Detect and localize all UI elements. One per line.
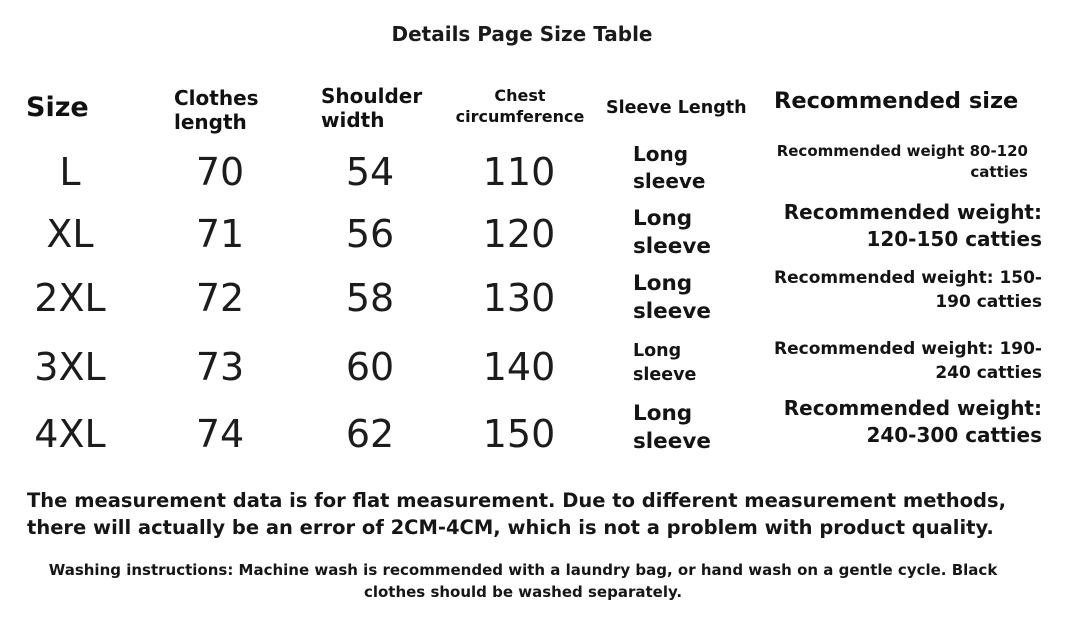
cell-chest: 120 bbox=[482, 212, 556, 256]
cell-size: XL bbox=[46, 212, 94, 256]
cell-clothes-length: 70 bbox=[195, 150, 245, 194]
sleeve-line2: sleeve bbox=[633, 299, 711, 324]
cell-chest: 130 bbox=[482, 276, 556, 320]
header-clothes-length-line2: length bbox=[174, 110, 247, 134]
header-shoulder-width-line2: width bbox=[321, 108, 385, 132]
washing-instructions bbox=[18, 559, 1028, 603]
cell-recommended-size bbox=[774, 266, 1042, 314]
cell-chest: 110 bbox=[482, 150, 556, 194]
cell-sleeve-length bbox=[633, 270, 711, 326]
measurement-note-line2: there will actually be an error of 2CM-4CM, which is not a problem with product quality. bbox=[27, 516, 994, 539]
cell-clothes-length: 71 bbox=[195, 212, 245, 256]
sleeve-line1: Long bbox=[633, 341, 682, 361]
cell-size: 4XL bbox=[34, 412, 106, 456]
sleeve-line1: Long bbox=[633, 142, 689, 166]
sleeve-line2: sleeve bbox=[633, 169, 706, 193]
sleeve-line1: Long bbox=[633, 271, 693, 296]
recommended-line2: 190 catties bbox=[935, 292, 1042, 312]
header-clothes-length-line1: Clothes bbox=[174, 86, 259, 110]
washing-instructions-line1: Washing instructions: Machine wash is recommended with a laundry bag, or hand wash on a gentle cycle. Black bbox=[48, 561, 998, 579]
recommended-line2: 240 catties bbox=[935, 363, 1042, 383]
sleeve-line1: Long bbox=[633, 206, 693, 231]
cell-clothes-length: 72 bbox=[195, 276, 245, 320]
header-recommended-size: Recommended size bbox=[774, 88, 1019, 114]
recommended-line1: Recommended weight 80-120 bbox=[776, 142, 1028, 160]
recommended-line1: Recommended weight: 190- bbox=[774, 339, 1042, 359]
cell-shoulder-width: 62 bbox=[345, 412, 395, 456]
measurement-note bbox=[27, 487, 1037, 541]
cell-size: 2XL bbox=[34, 276, 106, 320]
recommended-line2: 120-150 catties bbox=[866, 227, 1042, 251]
cell-sleeve-length bbox=[633, 400, 711, 456]
recommended-line2: 240-300 catties bbox=[866, 423, 1042, 447]
cell-sleeve-length bbox=[633, 141, 706, 195]
cell-chest: 150 bbox=[482, 412, 556, 456]
cell-shoulder-width: 58 bbox=[345, 276, 395, 320]
cell-shoulder-width: 60 bbox=[345, 345, 395, 389]
cell-shoulder-width: 56 bbox=[345, 212, 395, 256]
cell-recommended-size bbox=[777, 141, 1028, 183]
cell-recommended-size bbox=[784, 395, 1042, 449]
cell-chest: 140 bbox=[482, 345, 556, 389]
header-shoulder-width bbox=[321, 84, 422, 132]
sleeve-line2: sleeve bbox=[633, 429, 711, 454]
header-shoulder-width-line1: Shoulder bbox=[321, 84, 423, 108]
recommended-line1: Recommended weight: bbox=[783, 396, 1042, 420]
sleeve-line2: sleeve bbox=[633, 234, 711, 259]
cell-sleeve-length bbox=[633, 205, 711, 261]
measurement-note-line1: The measurement data is for flat measurement. Due to different measurement methods, bbox=[27, 489, 1006, 512]
cell-shoulder-width: 54 bbox=[345, 150, 395, 194]
cell-recommended-size bbox=[784, 199, 1042, 253]
header-chest-line1: Chest bbox=[494, 86, 546, 105]
cell-size: 3XL bbox=[34, 345, 106, 389]
header-sleeve-length: Sleeve Length bbox=[606, 98, 747, 118]
cell-recommended-size bbox=[774, 337, 1042, 385]
cell-clothes-length: 74 bbox=[195, 412, 245, 456]
sleeve-line1: Long bbox=[633, 401, 693, 426]
cell-sleeve-length bbox=[633, 339, 696, 387]
recommended-line1: Recommended weight: bbox=[783, 200, 1042, 224]
cell-clothes-length: 73 bbox=[195, 345, 245, 389]
sleeve-line2: sleeve bbox=[633, 365, 697, 385]
recommended-line2: catties bbox=[970, 163, 1028, 181]
header-chest-circumference bbox=[452, 85, 588, 127]
header-clothes-length bbox=[174, 86, 259, 134]
header-size: Size bbox=[26, 92, 89, 123]
header-chest-line2: circumference bbox=[455, 107, 585, 126]
page-title: Details Page Size Table bbox=[391, 22, 653, 46]
recommended-line1: Recommended weight: 150- bbox=[774, 268, 1042, 288]
washing-instructions-line2: clothes should be washed separately. bbox=[363, 583, 683, 601]
cell-size: L bbox=[59, 150, 81, 194]
